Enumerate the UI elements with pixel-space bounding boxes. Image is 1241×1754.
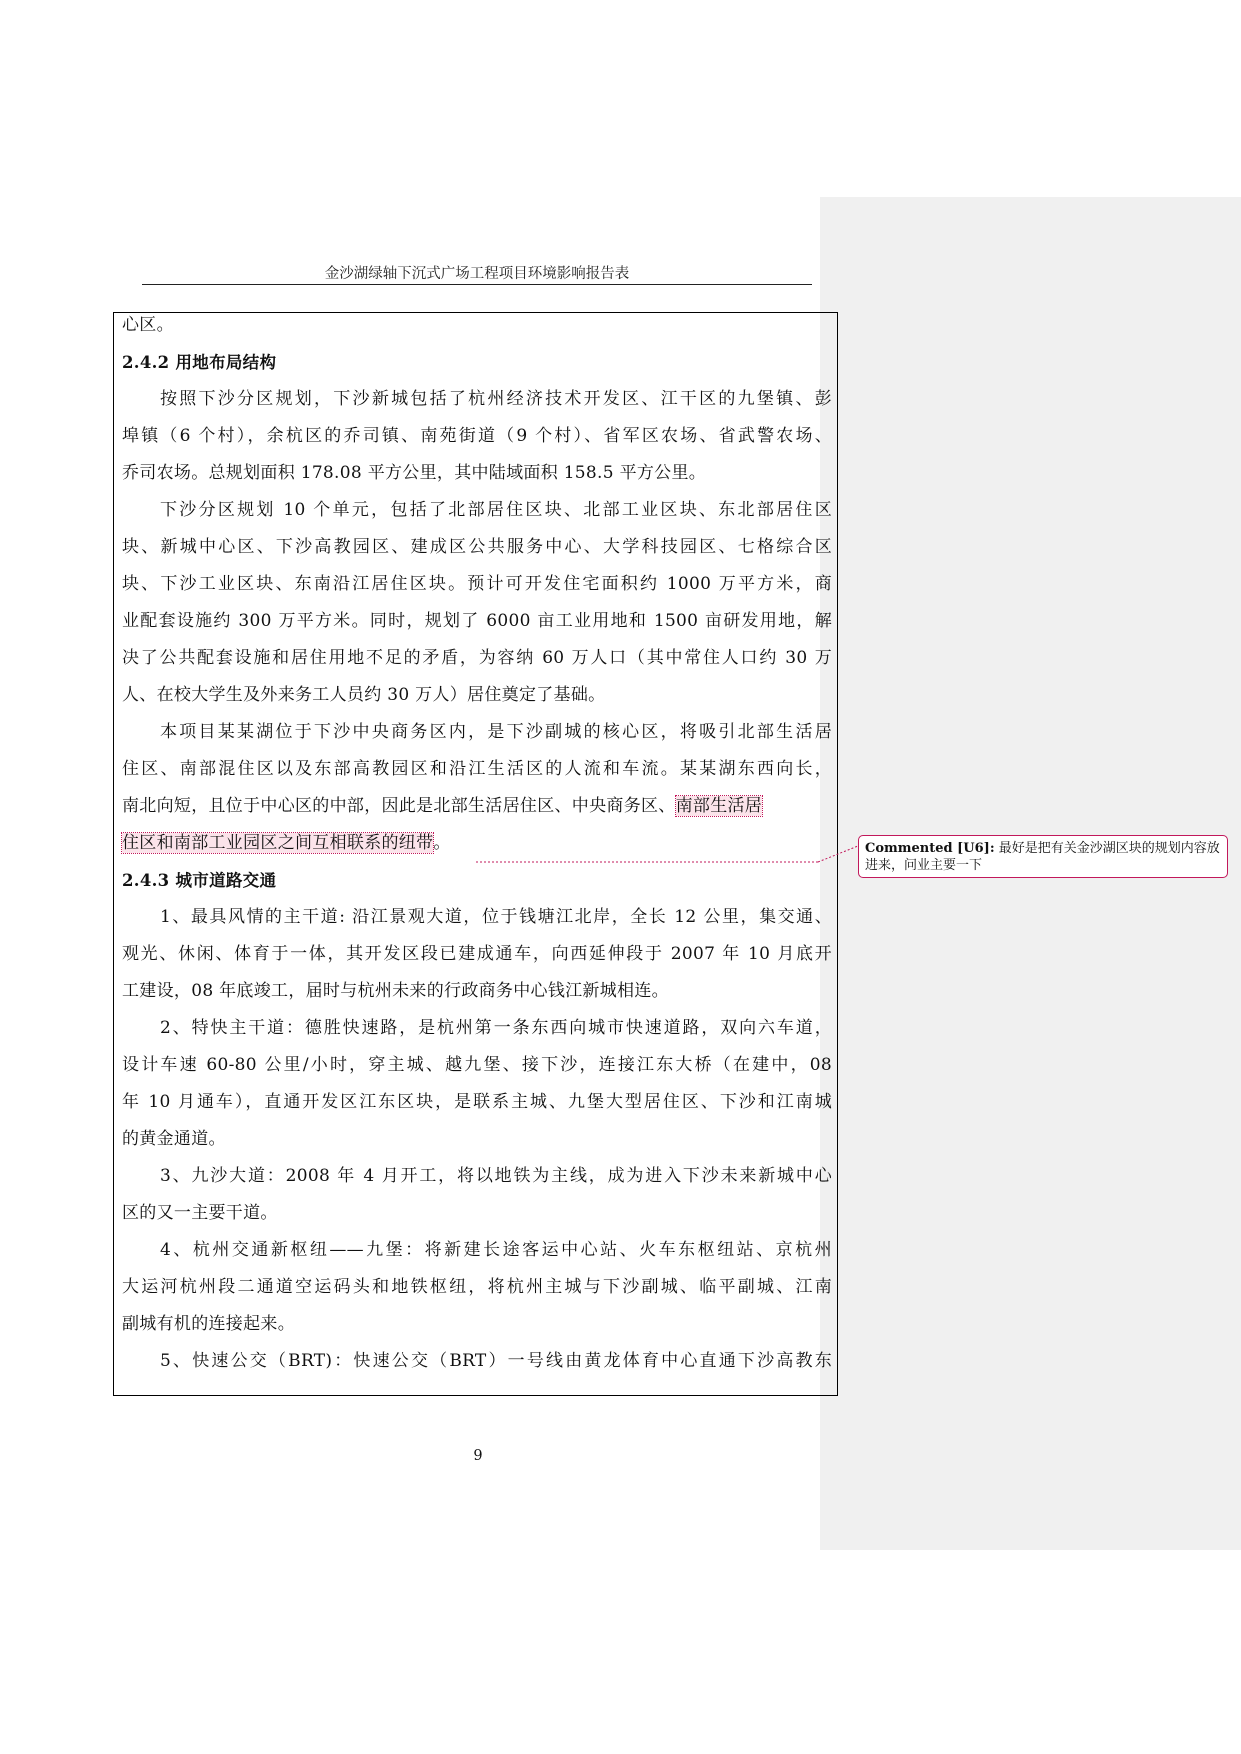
document-body: [122, 307, 832, 1380]
comment-balloon[interactable]: [858, 835, 1228, 878]
commented-text-highlight[interactable]: 南部生活居: [675, 796, 763, 816]
text-line: [122, 714, 832, 751]
line-text: 块、下沙工业区块、东南沿江居住区块。预计可开发住宅面积约 1000 万平方米，商: [122, 574, 832, 594]
line-text: 大运河杭州段二通道空运码头和地铁枢纽，将杭州主城与下沙副城、临平副城、江南: [122, 1277, 832, 1297]
text-line: [122, 751, 832, 788]
text-line: [122, 1121, 832, 1158]
line-text: 的黄金通道。: [122, 1129, 226, 1149]
text-line: [122, 788, 832, 825]
line-text: 年 10 月通车），直通开发区江东区块，是联系主城、九堡大型居住区、下沙和江南城: [122, 1092, 832, 1112]
line-text: 2、特快主干道：德胜快速路，是杭州第一条东西向城市快速道路，双向六车道，: [160, 1018, 832, 1038]
line-text: 2.4.3 城市道路交通: [122, 871, 277, 890]
text-line: [122, 825, 832, 862]
section-heading: [122, 344, 832, 381]
line-text: 心区。: [122, 315, 174, 335]
line-text: 决了公共配套设施和居住用地不足的矛盾，为容纳 60 万人口（其中常住人口约 30 万: [122, 648, 832, 668]
line-text: 按照下沙分区规划，下沙新城包括了杭州经济技术开发区、江干区的九堡镇、彭: [160, 389, 832, 409]
text-line: [122, 1343, 832, 1380]
text-line: [122, 381, 832, 418]
text-line: [122, 1010, 832, 1047]
text-line: [122, 677, 832, 714]
text-line: [122, 529, 832, 566]
line-text: 乔司农场。总规划面积 178.08 平方公里，其中陆域面积 158.5 平方公里。: [122, 463, 707, 483]
line-text: 区的又一主要干道。: [122, 1203, 278, 1223]
text-line: [122, 455, 832, 492]
line-text: 块、新城中心区、下沙高教园区、建成区公共服务中心、大学科技园区、七格综合区: [122, 537, 832, 557]
comment-text: 最好是把有关金沙湖区块的规划内容放进来，问业主要一下: [865, 841, 1220, 873]
line-text: 人、在校大学生及外来务工人员约 30 万人）居住奠定了基础。: [122, 685, 606, 705]
text-line: [122, 973, 832, 1010]
header-rule: [142, 284, 812, 285]
line-text: 南北向短，且位于中心区的中部，因此是北部生活居住区、中央商务区、: [122, 796, 676, 816]
text-line: [122, 1047, 832, 1084]
text-line: [122, 1158, 832, 1195]
line-text: 设计车速 60-80 公里/小时，穿主城、越九堡、接下沙，连接江东大桥（在建中，08: [122, 1055, 832, 1075]
line-text: 业配套设施约 300 万平方米。同时，规划了 6000 亩工业用地和 1500 亩研发用地，解: [122, 611, 832, 631]
line-text: 5、快速公交（BRT)：快速公交（BRT）一号线由黄龙体育中心直通下沙高教东: [160, 1351, 832, 1371]
text-line: [122, 603, 832, 640]
line-text: 工建设，08 年底竣工，届时与杭州未来的行政商务中心钱江新城相连。: [122, 981, 669, 1001]
text-line: [122, 899, 832, 936]
line-text: 本项目某某湖位于下沙中央商务区内，是下沙副城的核心区，将吸引北部生活居: [160, 722, 832, 742]
line-text: 2.4.2 用地布局结构: [122, 353, 277, 372]
line-text: 埠镇（6 个村），余杭区的乔司镇、南苑街道（9 个村）、省军区农场、省武警农场、: [122, 426, 832, 446]
text-line: [122, 1084, 832, 1121]
line-text-tail: 。: [433, 833, 451, 853]
text-line: [122, 1232, 832, 1269]
line-text: 住区、南部混住区以及东部高教园区和沿江生活区的人流和车流。某某湖东西向长，: [122, 759, 832, 779]
text-line: [122, 1195, 832, 1232]
document-header-title: 金沙湖绿轴下沉式广场工程项目环境影响报告表: [324, 266, 630, 282]
line-text: 3、九沙大道：2008 年 4 月开工，将以地铁为主线，成为进入下沙未来新城中心: [160, 1166, 832, 1186]
text-line: [122, 492, 832, 529]
text-line: [122, 566, 832, 603]
text-line: [122, 1269, 832, 1306]
line-text: 4、杭州交通新枢纽——九堡：将新建长途客运中心站、火车东枢纽站、京杭州: [160, 1240, 832, 1260]
comment-separator: :: [989, 841, 995, 856]
text-line: [122, 418, 832, 455]
text-line: [122, 640, 832, 677]
section-heading: [122, 862, 832, 899]
line-text: 观光、休闲、体育于一体，其开发区段已建成通车，向西延伸段于 2007 年 10 月底开: [122, 944, 832, 964]
line-text: 副城有机的连接起来。: [122, 1314, 295, 1334]
text-line: [122, 307, 832, 344]
line-text: 1、最具风情的主干道: 沿江景观大道，位于钱塘江北岸，全长 12 公里，集交通、: [160, 907, 832, 927]
commented-text-highlight[interactable]: 住区和南部工业园区之间互相联系的纽带: [122, 833, 434, 853]
line-text: 下沙分区规划 10 个单元，包括了北部居住区块、北部工业区块、东北部居住区: [160, 500, 832, 520]
comment-author: Commented [U6]: [865, 841, 990, 856]
text-line: [122, 936, 832, 973]
text-line: [122, 1306, 832, 1343]
page-number: 9: [473, 1448, 483, 1464]
